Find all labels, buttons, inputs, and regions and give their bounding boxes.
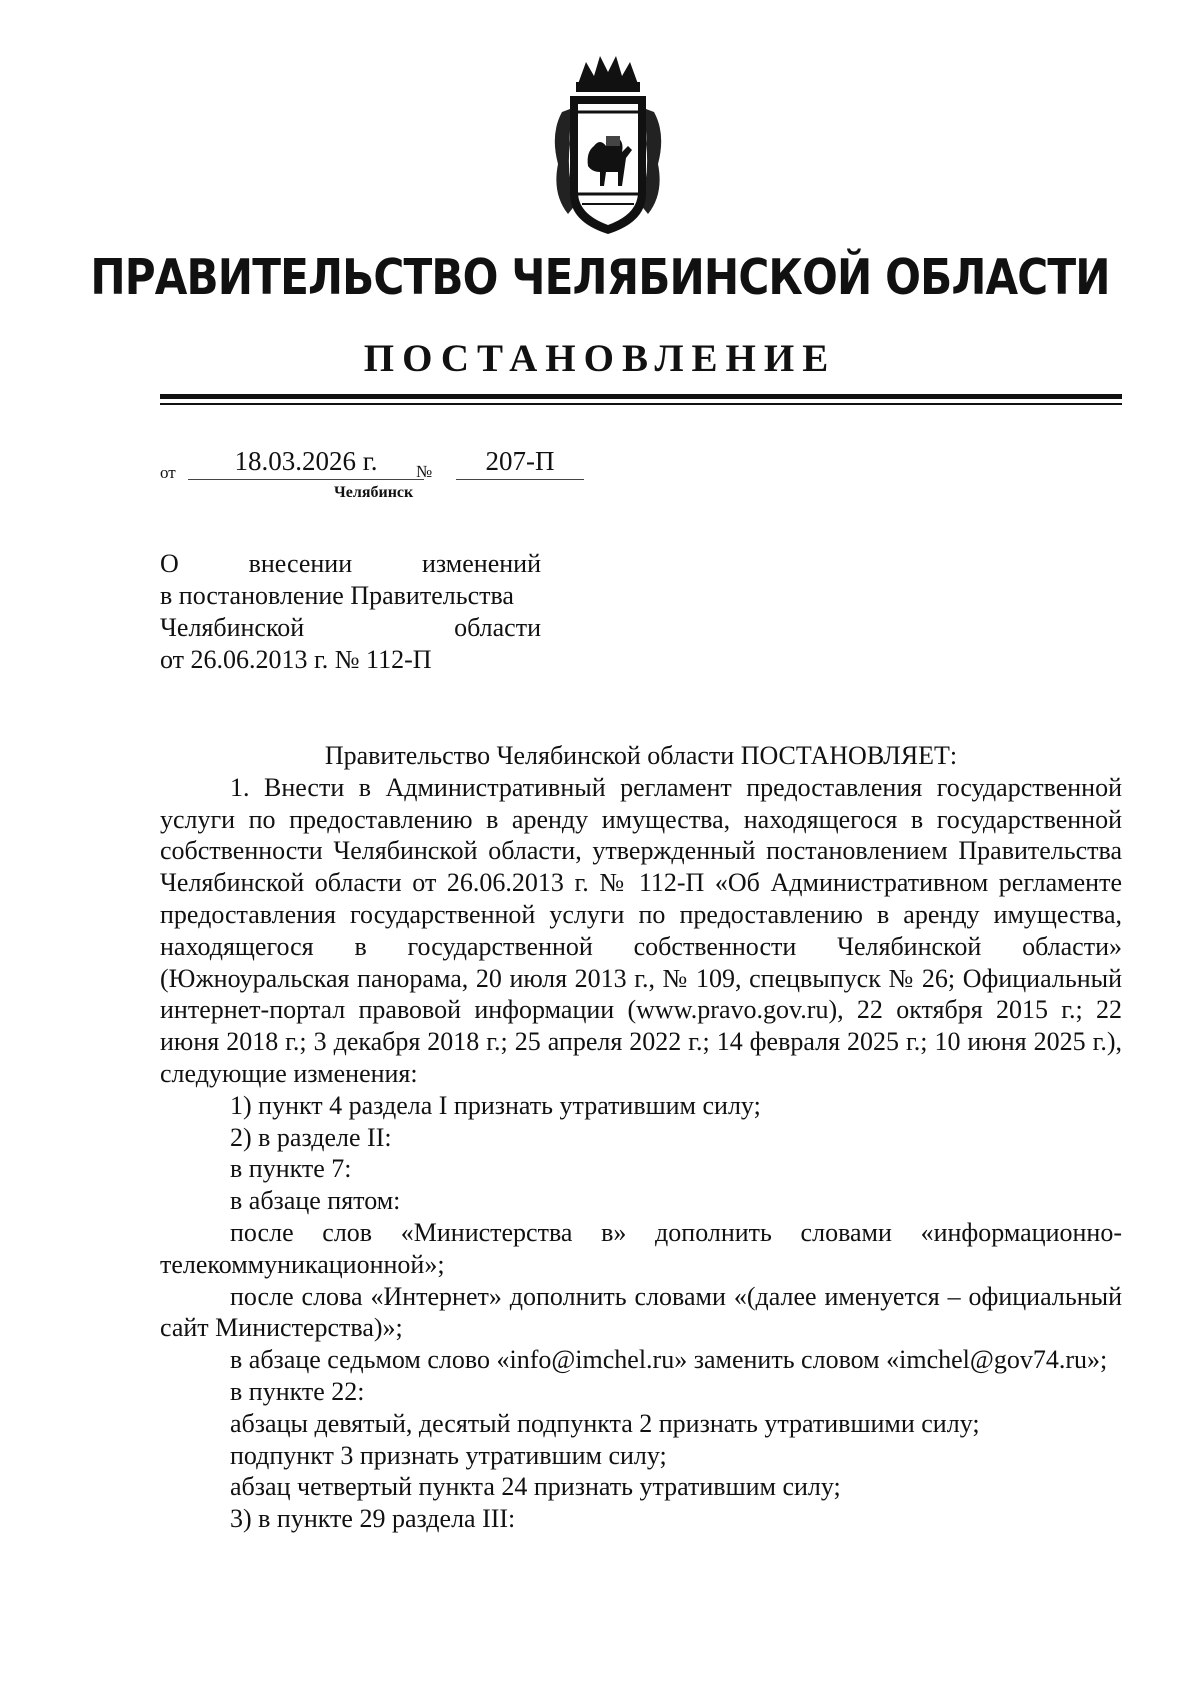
document-city: Челябинск	[334, 484, 414, 501]
list-item: подпункт 3 признать утратившим силу;	[230, 1440, 667, 1470]
document-subject	[160, 548, 541, 676]
number-label: №	[416, 462, 433, 481]
list-item: в абзаце седьмом слово «info@imchel.ru» заменить словом «imchel@gov74.ru»;	[230, 1345, 1108, 1375]
subject-line: О внесении изменений	[160, 549, 541, 578]
subject-line: от 26.06.2013 г. № 112-П	[160, 645, 432, 674]
date-label: от	[160, 463, 176, 482]
list-item: 3) в пункте 29 раздела III:	[230, 1504, 516, 1534]
paragraph-1: 1. Внести в Административный регламент предоставления государственной услуги по предоставлению в аренду имущества, находящегося в государственной собственности Челябинской области, утвержденный постановлением Правительства Челябинской области от 26.06.2013 г. № 112-П «Об Административном регламенте предоставления государственной услуги по предоставлению в аренду имущества, находящегося в государственной собственности Челябинской области» (Южноуральская панорама, 20 июля 2013 г., № 109, спецвыпуск № 26; Официальный интернет-портал правовой информации (www.pravo.gov.ru), 22 октября 2015 г.; 22 июня 2018 г.; 3 декабря 2018 г.; 25 апреля 2022 г.; 14 февраля 2025 г.; 10 июня 2025 г.), следующие изменения:	[160, 772, 1122, 1088]
list-item: абзацы девятый, десятый подпункта 2 признать утратившими силу;	[230, 1408, 980, 1438]
list-item: в пункте 7:	[230, 1154, 352, 1184]
subject-line: в постановление Правительства	[160, 581, 514, 610]
document-number: 207-П	[456, 444, 584, 480]
header-divider-thin	[160, 403, 1122, 405]
coat-of-arms-icon	[548, 54, 668, 239]
list-item: 1) пункт 4 раздела I признать утратившим силу;	[230, 1090, 761, 1120]
document-body	[160, 740, 1122, 1535]
subject-line: Челябинской области	[160, 613, 541, 642]
list-item: в абзаце пятом:	[230, 1186, 401, 1216]
document-date: 18.03.2026 г.	[188, 444, 424, 480]
header-divider-thick	[160, 394, 1122, 399]
resolution-intro: Правительство Челябинской области ПОСТАНОВЛЯЕТ:	[324, 741, 958, 770]
document-kind-title: ПОСТАНОВЛЕНИЕ	[363, 337, 837, 380]
list-item: абзац четвертый пункта 24 признать утратившим силу;	[230, 1472, 841, 1502]
government-title: ПРАВИТЕЛЬСТВО ЧЕЛЯБИНСКОЙ ОБЛАСТИ	[90, 249, 1110, 306]
list-item: после слова «Интернет» дополнить словами «(далее именуется – официальный сайт Министерства)»;	[160, 1281, 1122, 1343]
list-item: в пункте 22:	[230, 1376, 365, 1406]
list-item: 2) в разделе II:	[230, 1122, 392, 1152]
list-item: после слов «Министерства в» дополнить словами «информационно-телекоммуникационной»;	[160, 1217, 1122, 1279]
